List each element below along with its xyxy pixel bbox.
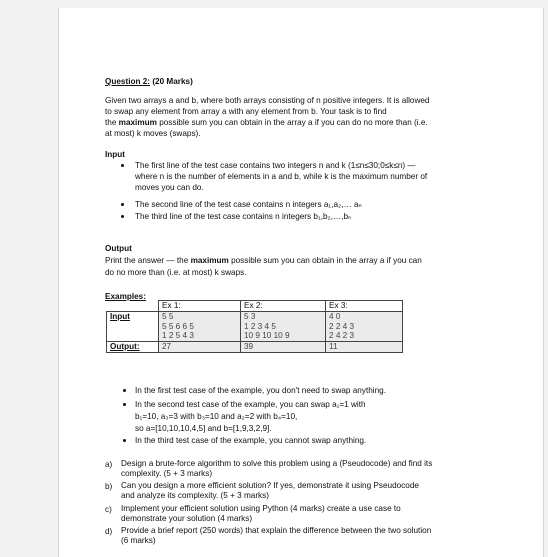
examples-output-row	[107, 342, 403, 353]
examples-title: Examples:	[105, 292, 146, 301]
input-cell-ex-3	[326, 311, 403, 341]
output-cell-ex-2: 39	[241, 342, 326, 353]
input-row-label: Input	[107, 311, 159, 341]
output-row-label: Output:	[107, 342, 159, 353]
input-line: 4 0	[329, 311, 341, 321]
header-ex-3: Ex 3:	[326, 301, 403, 312]
intro-line-2: to swap any element from array a with any element from b. Your task is to find	[105, 107, 387, 116]
note-3: In the third test case of the example, you cannot swap anything.	[135, 436, 367, 445]
note-2-line-1: In the second test case of the example, you can swap a₁=1 with	[135, 400, 366, 409]
table-corner	[107, 301, 159, 312]
output-line-1	[105, 255, 422, 266]
task-d-line-1: Provide a brief report (250 words) that explain the difference between the two solution	[121, 526, 432, 535]
task-a-line-2: complexity. (5 + 3 marks)	[121, 469, 213, 478]
intro-bold-maximum: maximum	[118, 118, 157, 127]
examples-header-row	[107, 301, 403, 312]
output-title: Output	[105, 244, 132, 253]
bullet	[123, 389, 126, 392]
examples-input-row	[107, 311, 403, 341]
output-cell-ex-1: 27	[159, 342, 241, 353]
task-c-line-2: demonstrate your solution (4 marks)	[121, 514, 253, 523]
header-ex-2: Ex 2:	[241, 301, 326, 312]
note-1: In the first test case of the example, you don't need to swap anything.	[135, 386, 386, 395]
input-item-1-line-3: moves you can do.	[135, 183, 204, 192]
task-a-line-1: Design a brute-force algorithm to solve this problem using a (Pseudocode) and find its	[121, 459, 433, 468]
note-2-line-2: b₁=10, a₃=3 with b₃=10 and a₂=2 with b₄=10,	[135, 412, 298, 421]
output-line-1-post: possible sum you can obtain in the array a if you can	[231, 256, 422, 265]
bullet	[123, 403, 126, 406]
intro-line-3	[105, 117, 428, 128]
question-number: Question 2:	[105, 77, 151, 86]
question-marks: (20 Marks)	[150, 77, 193, 86]
intro-line-3-rest: possible sum you can obtain in the array a if you can do no more than (i.e.	[159, 118, 428, 127]
question-heading	[105, 76, 193, 87]
output-line-1-pre: Print the answer — the	[105, 256, 189, 265]
task-b-line-2: and analyze its complexity. (5 + 3 marks)	[121, 491, 269, 500]
input-title: Input	[105, 150, 126, 159]
note-2-line-3: so a=[10,10,10,4,5] and b=[1,9,3,2,9].	[135, 424, 272, 433]
task-d-line-2: (6 marks)	[121, 536, 156, 545]
output-cell-ex-3: 11	[326, 342, 403, 353]
bullet	[121, 203, 124, 206]
task-a-letter: a)	[105, 460, 113, 469]
input-line: 5 3	[244, 311, 256, 321]
input-line: 2 4 2 3	[329, 331, 355, 341]
task-d-letter: d)	[105, 527, 113, 536]
input-item-2: The second line of the test case contains n integers a₁,a₂,… aₙ	[135, 200, 362, 209]
task-c-letter: c)	[105, 505, 112, 514]
input-line: 10 9 10 10 9	[244, 331, 290, 341]
output-bold-maximum: maximum	[190, 256, 229, 265]
input-line: 1 2 5 4 3	[162, 331, 194, 341]
input-item-1-line-2: where n is the number of elements in a and b, while k is the maximum number of	[135, 172, 428, 181]
task-b-letter: b)	[105, 482, 113, 491]
input-item-1-line-1: The first line of the test case contains two integers n and k (1≤n≤30;0≤k≤n) —	[135, 161, 416, 170]
bullet	[123, 439, 126, 442]
input-line: 2 2 4 3	[329, 321, 355, 331]
task-c-line-1: Implement your efficient solution using Python (4 marks) create a use case to	[121, 504, 401, 513]
input-line: 5 5 6 6 5	[162, 321, 194, 331]
intro-line-4: at most) k moves (swaps).	[105, 129, 201, 138]
input-line: 1 2 3 4 5	[244, 321, 276, 331]
input-cell-ex-2	[241, 311, 326, 341]
input-item-3: The third line of the test case contains n integers b₁,b₂,…,bₙ	[135, 212, 352, 221]
bullet	[121, 164, 124, 167]
input-cell-ex-1	[159, 311, 241, 341]
bullet	[121, 215, 124, 218]
header-ex-1: Ex 1:	[159, 301, 241, 312]
task-b-line-1: Can you design a more efficient solution? If yes, demonstrate it using Pseudocode	[121, 481, 419, 490]
examples-table	[106, 300, 403, 353]
document-page	[58, 8, 544, 557]
input-line: 5 5	[162, 311, 174, 321]
intro-lead: the	[105, 118, 117, 127]
intro-line-1: Given two arrays a and b, where both arrays consisting of n positive integers. It is allowed	[105, 96, 430, 105]
output-line-2: do no more than (i.e. at most) k swaps.	[105, 268, 247, 277]
